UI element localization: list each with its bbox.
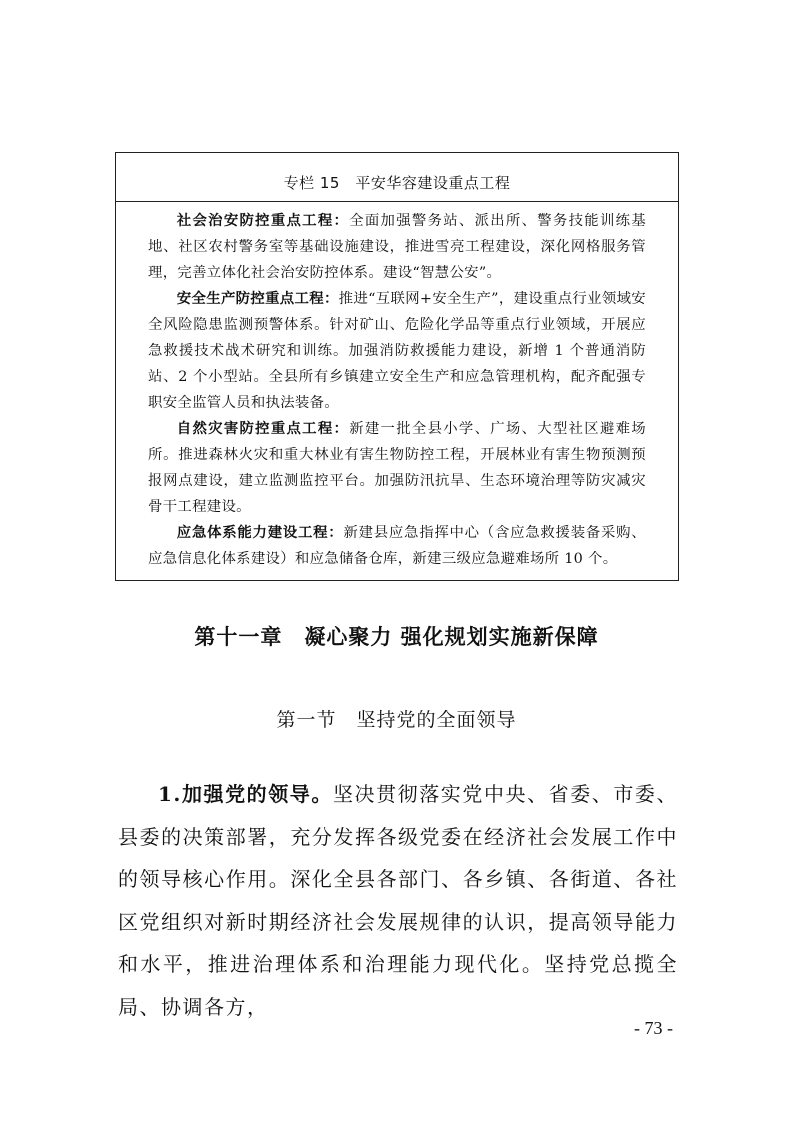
box-item xyxy=(148,416,646,520)
box-item-label: 应急体系能力建设工程： xyxy=(176,525,344,541)
box-title: 专栏 15 平安华容建设重点工程 xyxy=(116,153,678,202)
box-item-text: 新建县应急指挥中心（含应急救援装备采购、应急信息化体系建设）和应急储备仓库，新建三级应急避难场所 10 个。 xyxy=(148,525,646,567)
page-number: - 73 - xyxy=(634,1018,673,1038)
box-item-text: 新建一批全县小学、广场、大型社区避难场所。推进森林火灾和重大林业有害生物防控工程，开展林业有害生物预测预报网点建设，建立监测监控平台。加强防汛抗旱、生态环境治理等防灾减灾骨干工程建设。 xyxy=(148,421,646,515)
box-item xyxy=(148,208,646,286)
box-item xyxy=(148,286,646,416)
section-title: 第一节 坚持党的全面领导 xyxy=(276,709,517,731)
box-item-text: 全面加强警务站、派出所、警务技能训练基地、社区农村警务室等基础设施建设，推进雪亮工程建设，深化网格服务管理，完善立体化社会治安防控体系。建设“智慧公安”。 xyxy=(148,213,646,281)
paragraph-lead: 1.加强党的领导。 xyxy=(158,782,333,806)
box-item-label: 社会治安防控重点工程： xyxy=(176,213,350,229)
box-item xyxy=(148,520,646,572)
box-item-label: 自然灾害防控重点工程： xyxy=(176,421,350,437)
box-item-text: 推进“互联网+安全生产”，建设重点行业领域安全风险隐患监测预警体系。针对矿山、危险化学品等重点行业领域，开展应急救援技术战术研究和训练。加强消防救援能力建设，新增 1 个普通消防站、2 个小型站。全县所有乡镇建立安全生产和应急管理机构，配齐配强专职安全监管人员和执法装备。 xyxy=(148,291,646,411)
paragraph-text: 坚决贯彻落实党中央、省委、市委、县委的决策部署，充分发挥各级党委在经济社会发展工作中的领导核心作用。深化全县各部门、各乡镇、各街道、各社区党组织对新时期经济社会发展规律的认识，提高领导能力和水平，推进治理体系和治理能力现代化。坚持党总揽全局、协调各方， xyxy=(118,782,679,1019)
chapter-title: 第十一章 凝心聚力 强化规划实施新保障 xyxy=(194,624,599,649)
box-item-label: 安全生产防控重点工程： xyxy=(176,291,339,307)
body-paragraph xyxy=(118,773,678,1028)
box-body xyxy=(116,202,678,572)
special-column-box xyxy=(115,152,679,581)
